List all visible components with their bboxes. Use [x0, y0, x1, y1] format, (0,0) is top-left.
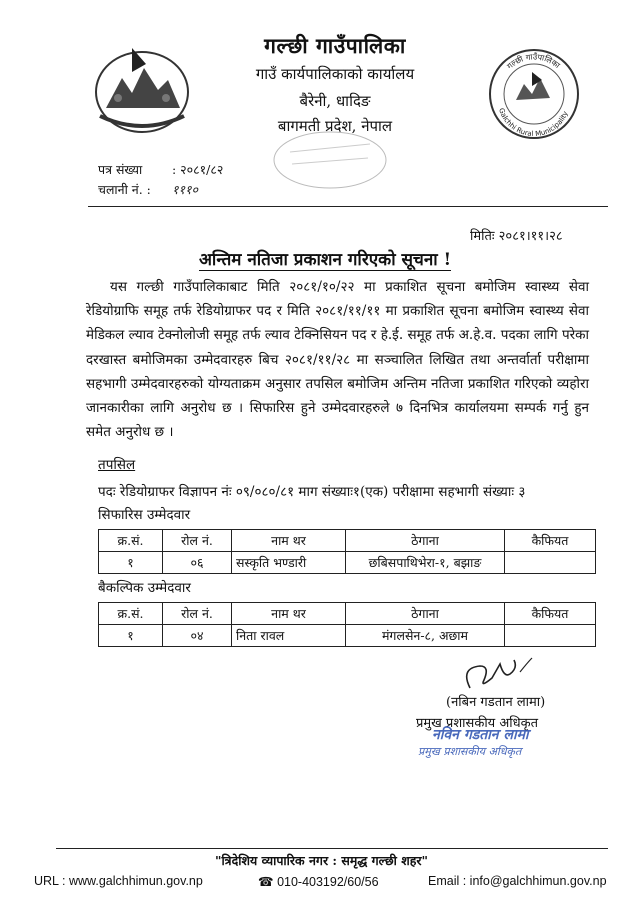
notice-title [160, 247, 490, 270]
office-address: बैरेनी, धादिङ [299, 92, 371, 110]
office-name: गाउँ कार्यपालिकाको कार्यालय [255, 65, 415, 83]
nepal-emblem-logo [88, 38, 196, 138]
notice-title-text: अन्तिम नतिजा प्रकाशन गरिएको सूचना ! [198, 250, 452, 270]
post-details: पदः रेडियोग्राफर विज्ञापन नंः ०९/०८०/८१ माग संख्याः१(एक) परीक्षामा सहभागी संख्याः ३ [98, 484, 526, 500]
cell-address: मंगलसेन-८, अछाम [346, 625, 505, 647]
office-stamp-faint [270, 130, 390, 190]
recommended-table [98, 529, 596, 574]
footer-email[interactable]: Email : info@galchhimun.gov.np [428, 874, 607, 888]
handwritten-signature [440, 648, 550, 698]
chalani-value: १११० [171, 182, 198, 197]
patra-sankhya [98, 161, 223, 178]
cell-serial: १ [99, 552, 163, 574]
col-remarks: कैफियत [505, 530, 596, 552]
galchhi-municipality-seal [488, 48, 580, 140]
alternate-heading: बैकल्पिक उम्मेदवार [98, 580, 191, 596]
signatory-stamp-title: प्रमुख प्रशासकीय अधिकृत [418, 745, 522, 758]
cell-roll: ०६ [163, 552, 232, 574]
signatory-name: (नबिन गडतान लामा) [446, 695, 546, 710]
footer-phone-number: 010-403192/60/56 [277, 875, 379, 889]
notice-body: यस गल्छी गाउँपालिकाबाट मिति २०८१/१०/२२ मा प्रकाशित सूचना बमोजिम स्वास्थ्य सेवा रेडियोग्राफि समूह तर्फ रेडियोग्राफर पद र मिति २०८१/११/११ मा प्रकाशित सूचना बमोजिम स्वास्थ्य सेवा मेडिकल ल्याव टेक्नोलोजी समूह तर्फ ल्याव टेक्निसियन पद र हे.ई. समूह तर्फ अ.हे.व. पदका लागि परेका दरखास्त बमोजिमका उम्मेदवारहरु बिच २०८१/११/२८ मा सञ्चालित लिखित तथा अन्तर्वार्ता परीक्षामा सहभागी उम्मेदवारहरुको योग्यताक्रम अनुसार तपसिल बमोजिम अन्तिम नतिजा प्रकाशित गरिएको व्यहोरा जानकारीका लागि अनुरोध छ । सिफारिस हुने उम्मेदवारहरुले ७ दिनभित्र कार्यालयमा सम्पर्क गर्नु हुन समेत अनुरोध छ । [86, 279, 589, 441]
signatory-stamp-name: नविन गडतान लामा [432, 727, 529, 743]
col-serial: क्र.सं. [99, 530, 163, 552]
col-name: नाम थर [232, 603, 346, 625]
col-serial: क्र.सं. [99, 603, 163, 625]
table-row [99, 552, 596, 574]
alternate-table [98, 602, 596, 647]
patra-value: : २०८१/८२ [171, 162, 224, 177]
recommended-heading: सिफारिस उम्मेदवार [98, 507, 191, 523]
chalani-number [98, 181, 198, 198]
table-header-row [99, 530, 596, 552]
table-row [99, 625, 596, 647]
col-roll: रोल नं. [163, 603, 232, 625]
province-name: बागमती प्रदेश, नेपाल [277, 117, 393, 135]
cell-remarks [505, 625, 596, 647]
cell-address: छबिसपाथिभेरा-१, बझाङ [346, 552, 505, 574]
cell-name: सस्कृति भण्डारी [232, 552, 346, 574]
chalani-label: चलानी नं. : [98, 182, 151, 197]
seal-text-english: Galchhi Rural Municipality [497, 107, 570, 139]
signatory-title: प्रमुख प्रशासकीय अधिकृत [416, 716, 539, 731]
col-remarks: कैफियत [505, 603, 596, 625]
patra-label: पत्र संख्या [98, 162, 143, 177]
header-divider [88, 206, 608, 207]
cell-roll: ०४ [163, 625, 232, 647]
footer-phone [258, 874, 379, 889]
col-name: नाम थर [232, 530, 346, 552]
footer-slogan: "त्रिदेशिय व्यापारिक नगर : समृद्ध गल्छी शहर" [214, 853, 429, 868]
cell-remarks [505, 552, 596, 574]
col-address: ठेगाना [346, 603, 505, 625]
col-address: ठेगाना [346, 530, 505, 552]
footer-divider [56, 848, 608, 849]
col-roll: रोल नं. [163, 530, 232, 552]
tapasil-heading: तपसिल [98, 457, 136, 473]
letter-date: मितिः २०८१।११।२८ [470, 229, 563, 244]
seal-text-nepali: गल्छी गाउँपालिका [505, 52, 562, 71]
phone-icon: ☎ [258, 875, 274, 889]
footer-url[interactable]: URL : www.galchhimun.gov.np [34, 874, 203, 888]
cell-serial: १ [99, 625, 163, 647]
table-header-row [99, 603, 596, 625]
municipality-name: गल्छी गाउँपालिका [264, 33, 406, 58]
cell-name: निता रावल [232, 625, 346, 647]
